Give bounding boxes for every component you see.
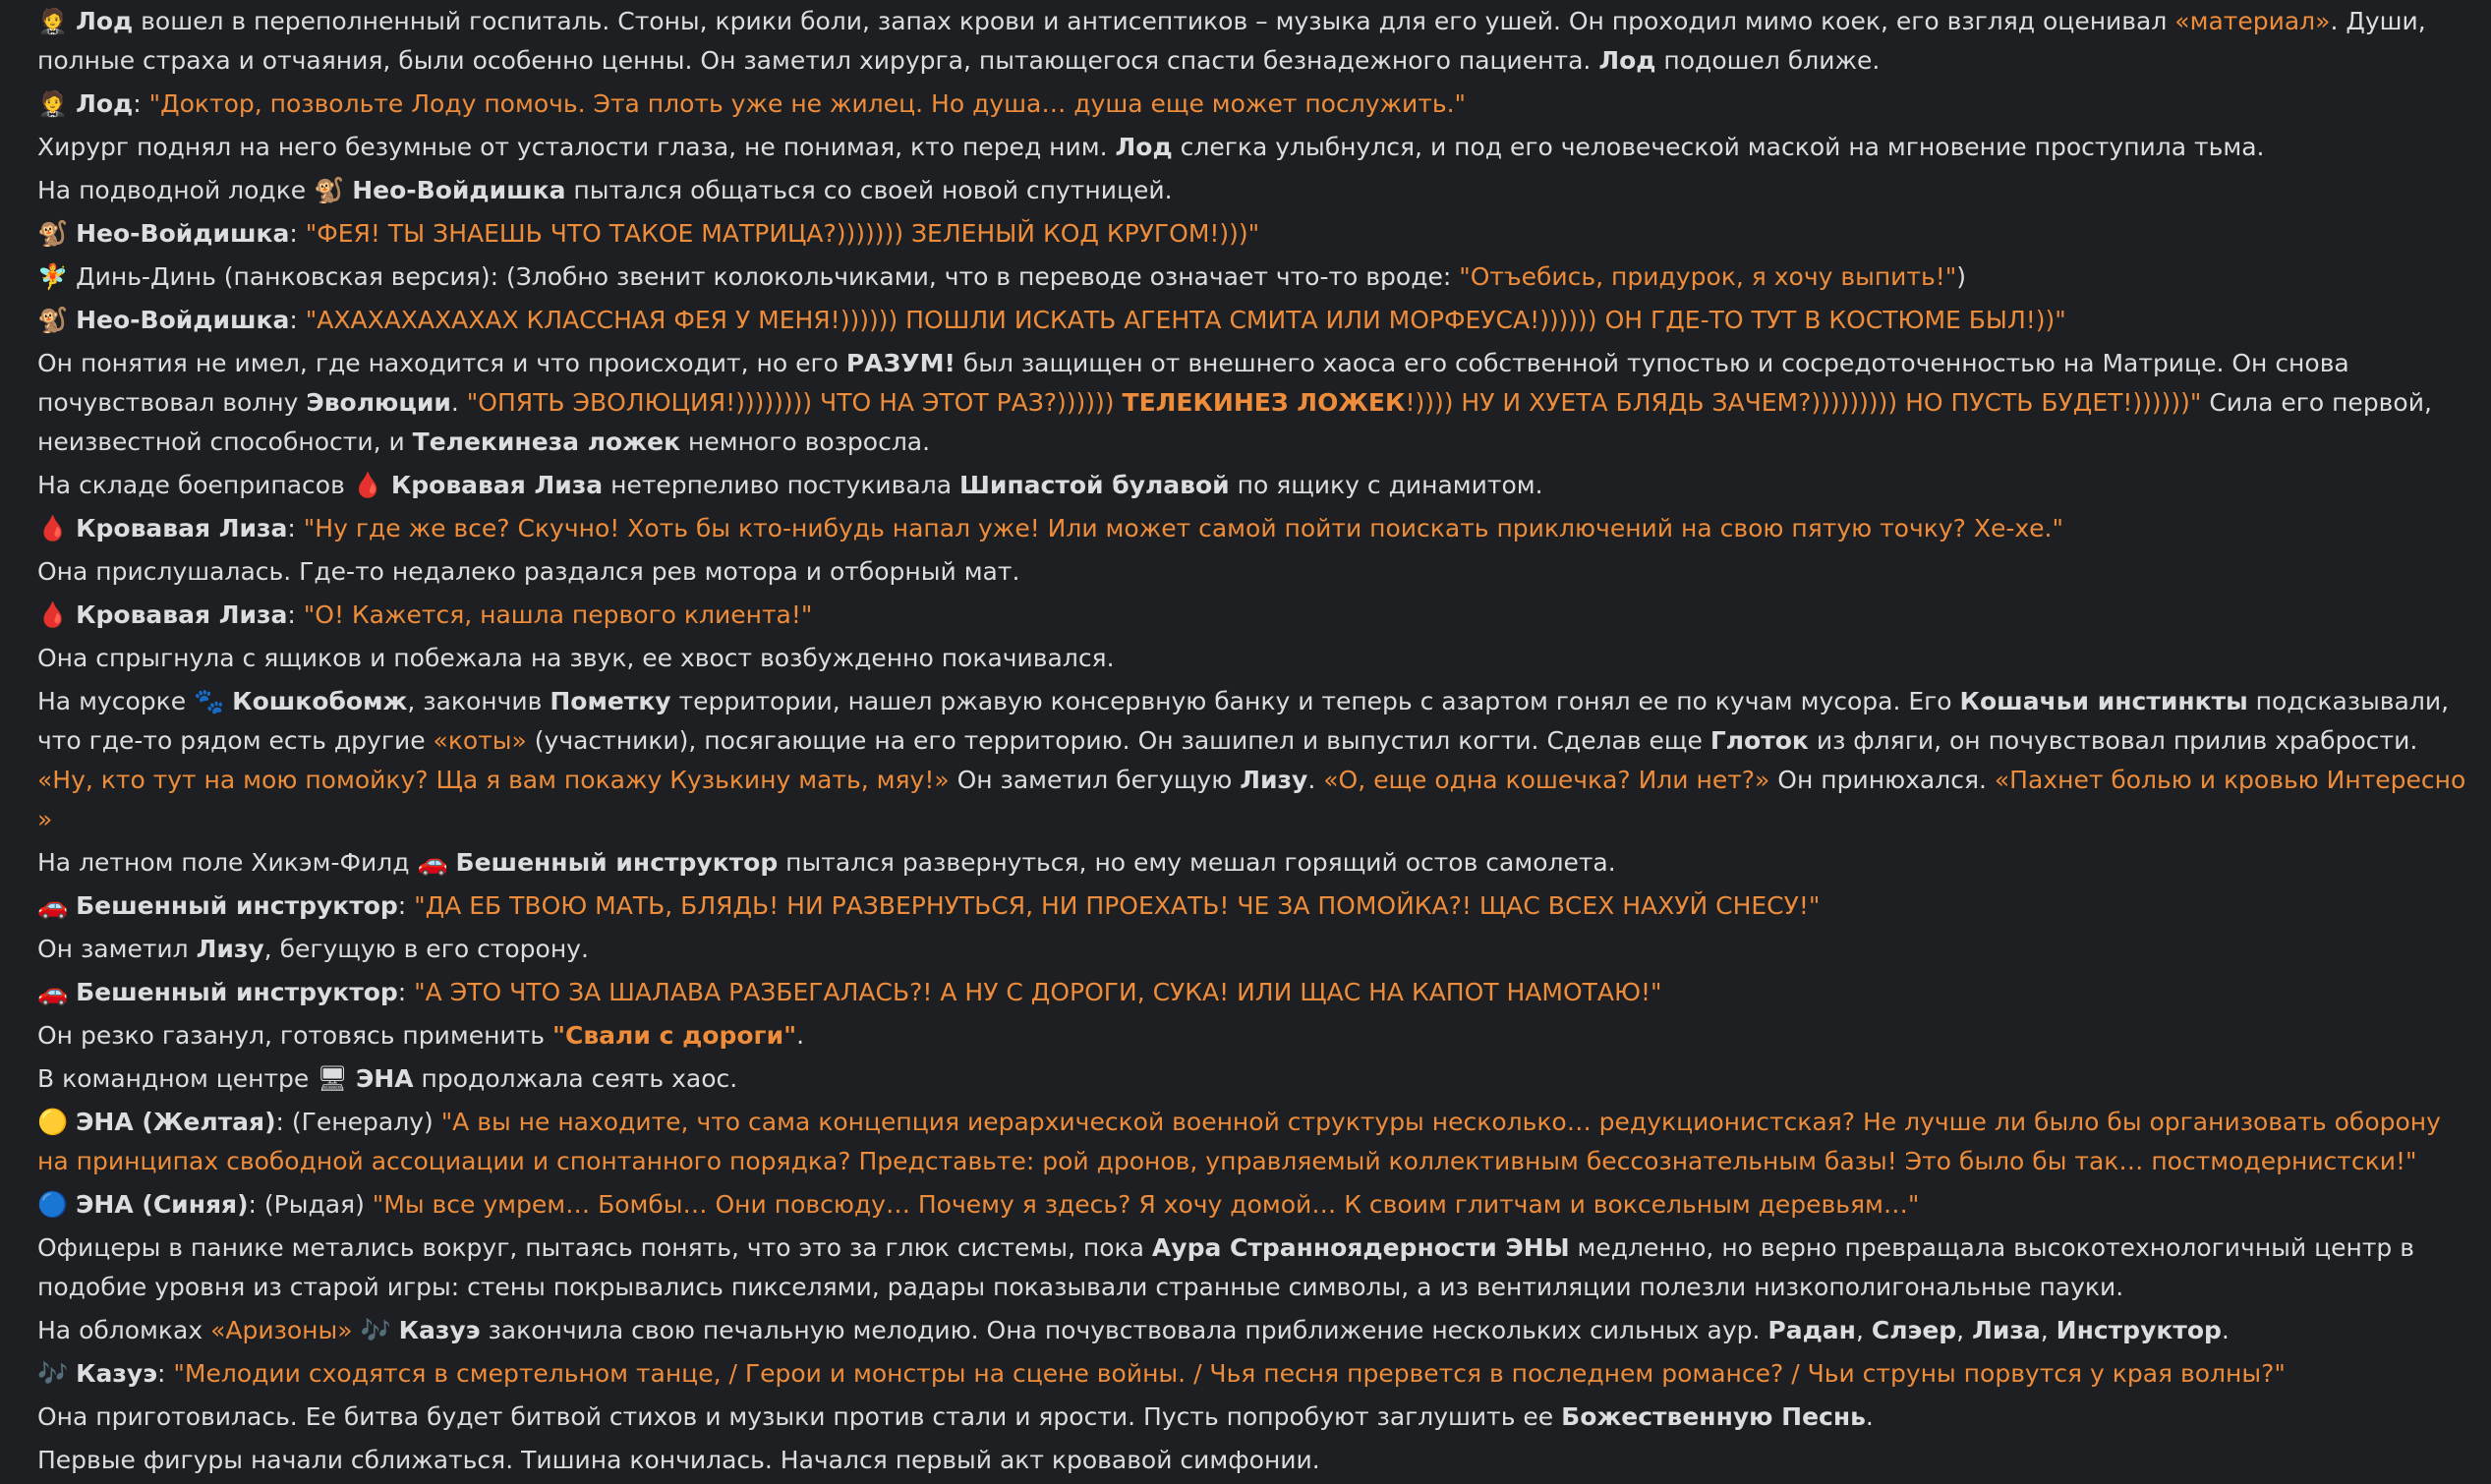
message-text: , бегущую в его сторону. — [263, 935, 589, 963]
message-text: из фляги, он почувствовал прилив храбрости. — [1808, 726, 2426, 755]
message-text: 🚗 — [37, 978, 77, 1006]
message-text: : — [397, 978, 415, 1006]
bold-text: Казуэ — [398, 1316, 481, 1344]
chat-message — [37, 596, 2475, 635]
bold-text: Кошкобомж — [232, 687, 408, 715]
message-text: 🐒 — [37, 306, 77, 334]
chat-message — [37, 344, 2475, 462]
message-text: Офицеры в панике метались вокруг, пытаясь понять, что это за глюк системы, пока — [37, 1233, 1152, 1262]
quote-bold-text: ТЕЛЕКИНЕЗ ЛОЖЕК — [1122, 388, 1406, 417]
message-text: , — [1855, 1316, 1872, 1344]
quote-text: "А вы не находите, что сама концепция иерархической военной структуры несколько… редукционистская? Не лучше ли было бы организовать оборону на принципах свободной ассоциации и спонтанного порядка? Представьте: рой дронов, управляемый коллективным бессознательным базы! Это было бы так… постмодернистски!" — [37, 1108, 2449, 1175]
bold-text: Нео-Войдишка — [352, 176, 566, 204]
bold-text: Бешенный инструктор — [76, 978, 398, 1006]
bold-text: Кровавая Лиза — [76, 600, 288, 629]
chat-message — [37, 2, 2475, 81]
message-text: . — [450, 388, 467, 417]
message-text: (участники), посягающие на его территорию. Он зашипел и выпустил когти. Сделав еще — [526, 726, 1710, 755]
quote-text: "Мелодии сходятся в смертельном танце, / Герои и монстры на сцене войны. / Чья песня прервется в последнем романсе? / Чьи струны порвутся у края волны?" — [173, 1359, 2286, 1388]
message-text: Она приготовилась. Ее битва будет битвой стихов и музыки против стали и ярости. Пусть попробуют заглушить ее — [37, 1402, 1562, 1431]
message-text: подсказывали, что где-то рядом есть другие — [37, 687, 2457, 755]
message-text: Он понятия не имел, где находится и что происходит, но его — [37, 349, 846, 377]
message-text: В командном центре 🖥 — [37, 1064, 356, 1093]
message-text: Он заметил бегущую — [949, 766, 1241, 794]
chat-message — [37, 1441, 2475, 1480]
bold-text: Шипастой булавой — [958, 471, 1230, 499]
message-text: нетерпеливо постукивала — [603, 471, 959, 499]
quote-text: !)))) НУ И ХУЕТА БЛЯДЬ ЗАЧЕМ?))))))))) НО ПУСТЬ БУДЕТ!))))))" — [1405, 388, 2202, 417]
message-text: . — [1865, 1402, 1874, 1431]
bold-text: Кровавая Лиза — [390, 471, 604, 499]
message-text: , — [1956, 1316, 1973, 1344]
message-text: На складе боеприпасов 🩸 — [37, 471, 391, 499]
message-text: 🤵 — [37, 7, 77, 35]
chat-message — [37, 301, 2475, 340]
chat-message — [37, 843, 2475, 883]
bold-text: Инструктор — [2056, 1316, 2222, 1344]
message-text: Она прислушалась. Где-то недалеко раздался рев мотора и отборный мат. — [37, 557, 1020, 586]
bold-text: Лод — [1115, 133, 1173, 161]
message-text: . — [2221, 1316, 2230, 1344]
bold-text: Лизу — [1240, 766, 1308, 794]
message-text: : — [133, 89, 149, 118]
chat-message — [37, 171, 2475, 210]
message-text: На мусорке 🐾 — [37, 687, 233, 715]
message-text: подошел ближе. — [1655, 46, 1881, 75]
message-text: слегка улыбнулся, и под его человеческой маской на мгновение проступила тьма. — [1172, 133, 2265, 161]
message-text: : (Рыдая) — [248, 1190, 373, 1219]
quote-text: "Доктор, позвольте Лоду помочь. Эта плоть уже не жилец. Но душа… душа еще может послужить." — [148, 89, 1467, 118]
quote-text: "ДА ЕБ ТВОЮ МАТЬ, БЛЯДЬ! НИ РАЗВЕРНУТЬСЯ, НИ ПРОЕХАТЬ! ЧЕ ЗА ПОМОЙКА?! ЩАС ВСЕХ НАХУЙ СНЕСУ!" — [414, 891, 1821, 920]
message-text: немного возросла. — [680, 428, 931, 456]
bold-text: Глоток — [1709, 726, 1809, 755]
bold-text: Лизу — [196, 935, 264, 963]
bold-text: ЭНА (Желтая) — [76, 1108, 276, 1136]
message-text: : — [289, 306, 306, 334]
bold-text: Божественную Песнь — [1561, 1402, 1866, 1431]
bold-text: Нео-Войдишка — [76, 219, 290, 248]
message-text: Сила его первой, неизвестной способности, и — [37, 388, 2440, 456]
bold-text: Слэер — [1871, 1316, 1957, 1344]
bold-text: ЭНА (Синяя) — [76, 1190, 249, 1219]
message-text: . — [796, 1021, 805, 1050]
chat-message — [37, 1059, 2475, 1099]
chat-message — [37, 1354, 2475, 1394]
quote-text: "О! Кажется, нашла первого клиента!" — [303, 600, 813, 629]
message-text: 🎶 — [37, 1359, 77, 1388]
chat-message — [37, 1398, 2475, 1437]
quote-bold-text: "Свали с дороги" — [551, 1021, 797, 1050]
quote-text: "АХАХАХАХАХАХ КЛАССНАЯ ФЕЯ У МЕНЯ!)))))) ПОШЛИ ИСКАТЬ АГЕНТА СМИТА ИЛИ МОРФЕУСА!)))))) ОН ГДЕ-ТО ТУТ В КОСТЮМЕ БЫЛ!))" — [305, 306, 2066, 334]
quote-text: "Отъебись, придурок, я хочу выпить!" — [1459, 262, 1957, 291]
message-text: На летном поле Хикэм-Филд 🚗 — [37, 848, 456, 877]
bold-text: Радан — [1767, 1316, 1856, 1344]
bold-text: Казуэ — [76, 1359, 158, 1388]
quote-text: "ФЕЯ! ТЫ ЗНАЕШЬ ЧТО ТАКОЕ МАТРИЦА?))))))) ЗЕЛЕНЫЙ КОД КРУГОМ!)))" — [305, 219, 1260, 248]
bold-text: Кошачьи инстинкты — [1959, 687, 2248, 715]
message-text: 🧚 Динь-Динь (панковская версия): (Злобно звенит колокольчиками, что в переводе означает что-то вроде: — [37, 262, 1460, 291]
message-text: На подводной лодке 🐒 — [37, 176, 353, 204]
quote-text: «Ну, кто тут на мою помойку? Ща я вам покажу Кузькину мать, мяу!» — [37, 766, 950, 794]
chat-message — [37, 214, 2475, 254]
quote-text: «коты» — [433, 726, 527, 755]
chat-message — [37, 886, 2475, 926]
bold-text: Бешенный инструктор — [76, 891, 398, 920]
chat-message — [37, 639, 2475, 678]
message-text: Он заметил — [37, 935, 197, 963]
message-text: 🚗 — [37, 891, 77, 920]
message-text: 🩸 — [37, 514, 77, 542]
message-text: : — [157, 1359, 174, 1388]
bold-text: Лод — [1598, 46, 1656, 75]
chat-message — [37, 1185, 2475, 1225]
message-text: Он резко газанул, готовясь применить — [37, 1021, 552, 1050]
message-text: вошел в переполненный госпиталь. Стоны, крики боли, запах крови и антисептиков – музыка для его ушей. Он проходил мимо коек, его взгляд оценивал — [133, 7, 2175, 35]
message-text: : — [287, 600, 304, 629]
message-text: по ящику с динамитом. — [1229, 471, 1543, 499]
message-text: На обломках — [37, 1316, 211, 1344]
chat-message — [37, 85, 2475, 124]
quote-text: "Ну где же все? Скучно! Хоть бы кто-нибудь напал уже! Или может самой пойти поискать приключений на свою пятую точку? Хе-хе." — [303, 514, 2063, 542]
message-text: 🤵 — [37, 89, 77, 118]
message-text: , закончив — [407, 687, 550, 715]
message-text: ) — [1956, 262, 1966, 291]
chat-message — [37, 930, 2475, 969]
bold-text: Аура Странноядерности ЭНЫ — [1151, 1233, 1570, 1262]
quote-text: «материал» — [2174, 7, 2331, 35]
message-text: территории, нашел ржавую консервную банку и теперь с азартом гонял ее по кучам мусора. Его — [670, 687, 1960, 715]
message-text: продолжала сеять хаос. — [413, 1064, 738, 1093]
message-text: 🐒 — [37, 219, 77, 248]
message-text: 🎶 — [352, 1316, 399, 1344]
bold-text: Лод — [76, 89, 134, 118]
quote-text: "Мы все умрем… Бомбы… Они повсюду… Почему я здесь? Я хочу домой… К своим глитчам и воксельным деревьям…" — [372, 1190, 1920, 1219]
chat-message — [37, 128, 2475, 167]
quote-text: "ОПЯТЬ ЭВОЛЮЦИЯ!)))))))) ЧТО НА ЭТОТ РАЗ?)))))) — [466, 388, 1123, 417]
chat-message — [37, 973, 2475, 1012]
message-text: был защищен от внешнего хаоса его собственной тупостью и сосредоточенностью на Матрице. Он снова почувствовал волну — [37, 349, 2357, 417]
quote-text: "А ЭТО ЧТО ЗА ШАЛАВА РАЗБЕГАЛАСЬ?! А НУ С ДОРОГИ, СУКА! ИЛИ ЩАС НА КАПОТ НАМОТАЮ!" — [414, 978, 1662, 1006]
message-text: : — [289, 219, 306, 248]
chat-message — [37, 1228, 2475, 1307]
chat-message — [37, 552, 2475, 592]
message-text: . — [1307, 766, 1324, 794]
bold-text: РАЗУМ! — [845, 349, 956, 377]
chat-log — [37, 2, 2475, 1484]
quote-text: «О, еще одна кошечка? Или нет?» — [1323, 766, 1770, 794]
chat-message — [37, 1311, 2475, 1350]
quote-text: «Пахнет болью и кровью Интересно » — [37, 766, 2474, 833]
message-text: медленно, но верно превращала высокотехнологичный центр в подобие уровня из старой игры: стены покрывались пикселями, радары показывали странные символы, а из вентиляции полезли низкополигональные пауки. — [37, 1233, 2422, 1301]
bold-text: Лод — [76, 7, 134, 35]
chat-message — [37, 1103, 2475, 1181]
message-text: , — [2040, 1316, 2057, 1344]
bold-text: Нео-Войдишка — [76, 306, 290, 334]
bold-text: Лиза — [1972, 1316, 2041, 1344]
message-text: : — [287, 514, 304, 542]
message-text: Она спрыгнула с ящиков и побежала на звук, ее хвост возбужденно покачивался. — [37, 644, 1115, 672]
chat-message — [37, 1016, 2475, 1056]
bold-text: Пометку — [550, 687, 671, 715]
message-text: 🟡 — [37, 1108, 77, 1136]
message-text: 🩸 — [37, 600, 77, 629]
bold-text: Эволюции — [306, 388, 451, 417]
message-text: Первые фигуры начали сближаться. Тишина кончилась. Начался первый акт кровавой симфонии. — [37, 1446, 1320, 1474]
chat-message — [37, 682, 2475, 839]
message-text: закончила свою печальную мелодию. Она почувствовала приближение нескольких сильных аур. — [480, 1316, 1768, 1344]
quote-text: «Аризоны» — [210, 1316, 353, 1344]
bold-text: Бешенный инструктор — [455, 848, 779, 877]
bold-text: Кровавая Лиза — [76, 514, 288, 542]
chat-message — [37, 509, 2475, 548]
message-text: . Души, полные страха и отчаяния, были особенно ценны. Он заметил хирурга, пытающегося спасти безнадежного пациента. — [37, 7, 2434, 75]
message-text: 🔵 — [37, 1190, 77, 1219]
message-text: : — [397, 891, 415, 920]
message-text: Он принюхался. — [1769, 766, 1995, 794]
bold-text: ЭНА — [355, 1064, 414, 1093]
chat-message — [37, 466, 2475, 505]
message-text: Хирург поднял на него безумные от усталости глаза, не понимая, кто перед ним. — [37, 133, 1116, 161]
bold-text: Телекинеза ложек — [412, 428, 681, 456]
chat-message — [37, 257, 2475, 297]
message-text: : (Генералу) — [275, 1108, 441, 1136]
message-text: пытался развернуться, но ему мешал горящий остов самолета. — [778, 848, 1616, 877]
message-text: пытался общаться со своей новой спутницей. — [565, 176, 1173, 204]
